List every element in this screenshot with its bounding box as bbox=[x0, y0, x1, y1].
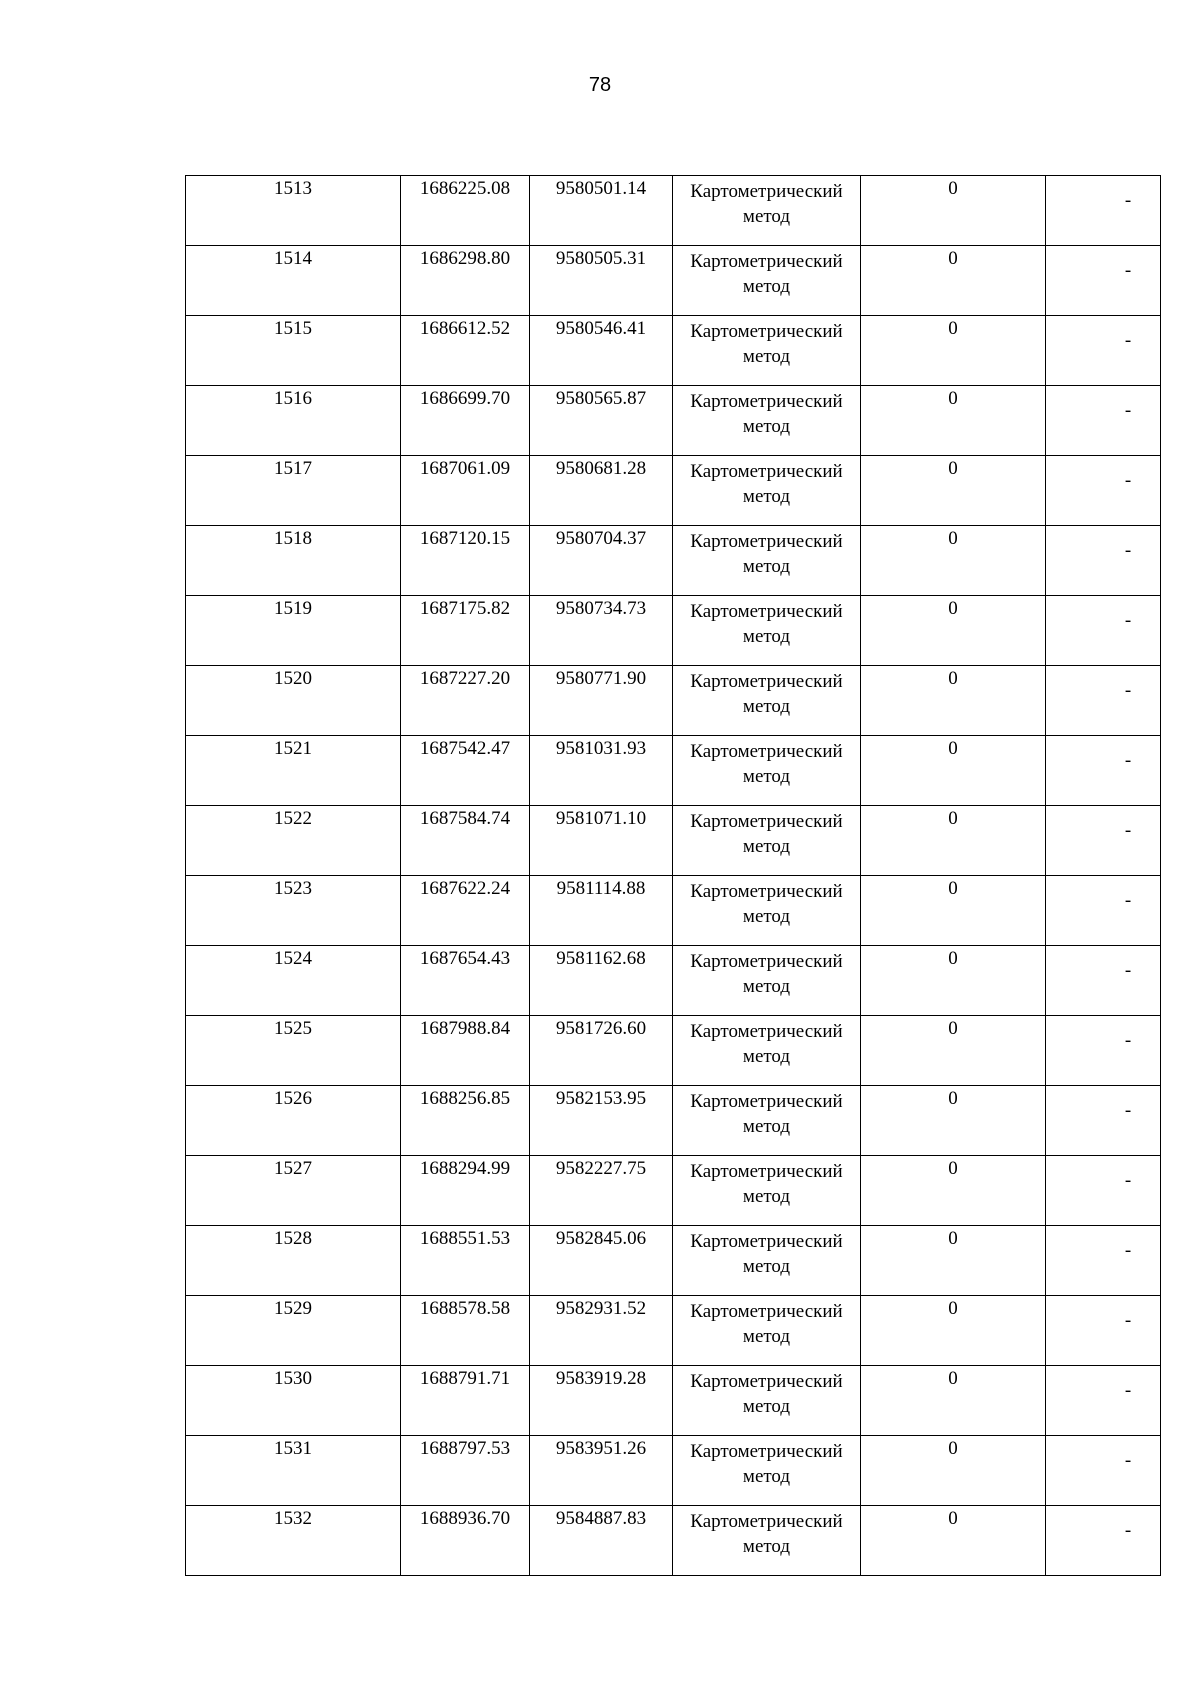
point-number-cell bbox=[186, 1156, 401, 1226]
method-line1-text: Картометрический bbox=[690, 321, 843, 342]
x-coordinate-cell bbox=[401, 1296, 530, 1366]
point-number-cell bbox=[186, 1506, 401, 1576]
note-text: - bbox=[1124, 1100, 1132, 1121]
table-row bbox=[186, 246, 1161, 316]
y-coordinate-text: 9581031.93 bbox=[555, 738, 647, 759]
point-number-cell bbox=[186, 456, 401, 526]
x-coordinate-cell bbox=[401, 1366, 530, 1436]
note-text: - bbox=[1124, 1240, 1132, 1261]
point-number-text: 1529 bbox=[274, 1298, 312, 1319]
y-coordinate-text: 9581114.88 bbox=[556, 878, 646, 899]
note-cell bbox=[1046, 1156, 1161, 1226]
y-coordinate-cell bbox=[530, 806, 673, 876]
x-coordinate-text: 1688797.53 bbox=[419, 1438, 511, 1459]
method-line1-text: Картометрический bbox=[690, 741, 843, 762]
note-cell bbox=[1046, 1296, 1161, 1366]
table-row bbox=[186, 1436, 1161, 1506]
method-line1-text: Картометрический bbox=[690, 1161, 843, 1182]
x-coordinate-cell bbox=[401, 876, 530, 946]
y-coordinate-cell bbox=[530, 1226, 673, 1296]
method-line1-text: Картометрический bbox=[690, 391, 843, 412]
method-line2-text: метод bbox=[742, 1396, 791, 1417]
error-value-text: 0 bbox=[948, 248, 958, 269]
error-value-text: 0 bbox=[948, 948, 958, 969]
x-coordinate-cell bbox=[401, 666, 530, 736]
method-cell bbox=[673, 1436, 861, 1506]
point-number-cell bbox=[186, 1086, 401, 1156]
method-line1-text: Картометрический bbox=[690, 1021, 843, 1042]
error-value-cell bbox=[861, 1086, 1046, 1156]
table-row bbox=[186, 526, 1161, 596]
x-coordinate-text: 1687175.82 bbox=[419, 598, 511, 619]
y-coordinate-cell bbox=[530, 456, 673, 526]
method-line2-text: метод bbox=[742, 276, 791, 297]
note-cell bbox=[1046, 666, 1161, 736]
method-line1-text: Картометрический bbox=[690, 251, 843, 272]
method-line2-text: метод bbox=[742, 1256, 791, 1277]
y-coordinate-text: 9582153.95 bbox=[555, 1088, 647, 1109]
table-row bbox=[186, 1506, 1161, 1576]
method-line1-text: Картометрический bbox=[690, 1091, 843, 1112]
point-number-cell bbox=[186, 806, 401, 876]
point-number-cell bbox=[186, 666, 401, 736]
note-text: - bbox=[1124, 1170, 1132, 1191]
method-line2-text: метод bbox=[742, 206, 791, 227]
x-coordinate-cell bbox=[401, 526, 530, 596]
table-row bbox=[186, 1296, 1161, 1366]
error-value-cell bbox=[861, 1016, 1046, 1086]
method-cell bbox=[673, 1156, 861, 1226]
x-coordinate-text: 1686612.52 bbox=[419, 318, 511, 339]
error-value-cell bbox=[861, 1156, 1046, 1226]
note-text: - bbox=[1124, 260, 1132, 281]
error-value-text: 0 bbox=[948, 1438, 958, 1459]
table-row bbox=[186, 456, 1161, 526]
point-number-text: 1516 bbox=[274, 388, 312, 409]
note-text: - bbox=[1124, 1310, 1132, 1331]
method-cell bbox=[673, 736, 861, 806]
point-number-cell bbox=[186, 736, 401, 806]
x-coordinate-cell bbox=[401, 1156, 530, 1226]
x-coordinate-text: 1686298.80 bbox=[419, 248, 511, 269]
y-coordinate-text: 9582845.06 bbox=[555, 1228, 647, 1249]
error-value-cell bbox=[861, 246, 1046, 316]
method-line2-text: метод bbox=[742, 696, 791, 717]
point-number-text: 1517 bbox=[274, 458, 312, 479]
table-row bbox=[186, 1156, 1161, 1226]
table-row bbox=[186, 1016, 1161, 1086]
method-line1-text: Картометрический bbox=[690, 671, 843, 692]
note-text: - bbox=[1124, 960, 1132, 981]
error-value-cell bbox=[861, 666, 1046, 736]
error-value-text: 0 bbox=[948, 1368, 958, 1389]
error-value-cell bbox=[861, 316, 1046, 386]
error-value-cell bbox=[861, 526, 1046, 596]
method-cell bbox=[673, 1016, 861, 1086]
method-cell bbox=[673, 946, 861, 1016]
table-row bbox=[186, 176, 1161, 246]
table-row bbox=[186, 666, 1161, 736]
note-cell bbox=[1046, 1226, 1161, 1296]
table-row bbox=[186, 1226, 1161, 1296]
x-coordinate-text: 1688551.53 bbox=[419, 1228, 511, 1249]
x-coordinate-cell bbox=[401, 946, 530, 1016]
y-coordinate-cell bbox=[530, 946, 673, 1016]
point-number-cell bbox=[186, 596, 401, 666]
note-cell bbox=[1046, 176, 1161, 246]
x-coordinate-cell bbox=[401, 316, 530, 386]
note-text: - bbox=[1124, 1380, 1132, 1401]
x-coordinate-cell bbox=[401, 1086, 530, 1156]
x-coordinate-text: 1688791.71 bbox=[419, 1368, 511, 1389]
error-value-text: 0 bbox=[948, 1018, 958, 1039]
x-coordinate-cell bbox=[401, 456, 530, 526]
method-line2-text: метод bbox=[742, 1466, 791, 1487]
method-line2-text: метод bbox=[742, 976, 791, 997]
error-value-cell bbox=[861, 806, 1046, 876]
point-number-text: 1514 bbox=[274, 248, 312, 269]
error-value-cell bbox=[861, 1506, 1046, 1576]
method-line2-text: метод bbox=[742, 486, 791, 507]
method-line1-text: Картометрический bbox=[690, 1231, 843, 1252]
method-cell bbox=[673, 596, 861, 666]
x-coordinate-cell bbox=[401, 246, 530, 316]
table-row bbox=[186, 736, 1161, 806]
point-number-text: 1528 bbox=[274, 1228, 312, 1249]
point-number-text: 1523 bbox=[274, 878, 312, 899]
method-line2-text: метод bbox=[742, 556, 791, 577]
note-cell bbox=[1046, 1436, 1161, 1506]
y-coordinate-text: 9583951.26 bbox=[555, 1438, 647, 1459]
error-value-text: 0 bbox=[948, 738, 958, 759]
note-cell bbox=[1046, 246, 1161, 316]
error-value-cell bbox=[861, 386, 1046, 456]
table-row bbox=[186, 1366, 1161, 1436]
x-coordinate-cell bbox=[401, 1436, 530, 1506]
y-coordinate-cell bbox=[530, 1086, 673, 1156]
method-cell bbox=[673, 526, 861, 596]
x-coordinate-cell bbox=[401, 806, 530, 876]
method-line1-text: Картометрический bbox=[690, 601, 843, 622]
point-number-text: 1515 bbox=[274, 318, 312, 339]
point-number-text: 1518 bbox=[274, 528, 312, 549]
note-text: - bbox=[1124, 540, 1132, 561]
y-coordinate-cell bbox=[530, 1506, 673, 1576]
y-coordinate-text: 9581726.60 bbox=[555, 1018, 647, 1039]
x-coordinate-text: 1687061.09 bbox=[419, 458, 511, 479]
y-coordinate-cell bbox=[530, 1296, 673, 1366]
method-line1-text: Картометрический bbox=[690, 181, 843, 202]
note-cell bbox=[1046, 946, 1161, 1016]
method-cell bbox=[673, 316, 861, 386]
method-cell bbox=[673, 876, 861, 946]
point-number-cell bbox=[186, 526, 401, 596]
coordinates-table bbox=[185, 175, 1161, 1576]
note-cell bbox=[1046, 316, 1161, 386]
y-coordinate-text: 9582931.52 bbox=[555, 1298, 647, 1319]
x-coordinate-text: 1688936.70 bbox=[419, 1508, 511, 1529]
note-cell bbox=[1046, 1506, 1161, 1576]
error-value-text: 0 bbox=[948, 598, 958, 619]
method-line1-text: Картометрический bbox=[690, 811, 843, 832]
error-value-text: 0 bbox=[948, 878, 958, 899]
y-coordinate-cell bbox=[530, 876, 673, 946]
method-cell bbox=[673, 1226, 861, 1296]
method-cell bbox=[673, 1296, 861, 1366]
y-coordinate-text: 9582227.75 bbox=[555, 1158, 647, 1179]
y-coordinate-cell bbox=[530, 526, 673, 596]
method-line2-text: метод bbox=[742, 416, 791, 437]
point-number-cell bbox=[186, 176, 401, 246]
point-number-text: 1526 bbox=[274, 1088, 312, 1109]
x-coordinate-text: 1687654.43 bbox=[419, 948, 511, 969]
error-value-text: 0 bbox=[948, 528, 958, 549]
error-value-text: 0 bbox=[948, 178, 958, 199]
note-text: - bbox=[1124, 190, 1132, 211]
error-value-text: 0 bbox=[948, 808, 958, 829]
method-cell bbox=[673, 456, 861, 526]
point-number-cell bbox=[186, 246, 401, 316]
error-value-text: 0 bbox=[948, 668, 958, 689]
x-coordinate-cell bbox=[401, 176, 530, 246]
error-value-text: 0 bbox=[948, 1158, 958, 1179]
y-coordinate-text: 9583919.28 bbox=[555, 1368, 647, 1389]
note-text: - bbox=[1124, 890, 1132, 911]
error-value-cell bbox=[861, 1436, 1046, 1506]
method-line2-text: метод bbox=[742, 1046, 791, 1067]
note-text: - bbox=[1124, 820, 1132, 841]
method-line1-text: Картометрический bbox=[690, 461, 843, 482]
note-text: - bbox=[1124, 1450, 1132, 1471]
error-value-text: 0 bbox=[948, 388, 958, 409]
y-coordinate-text: 9580681.28 bbox=[555, 458, 647, 479]
x-coordinate-text: 1686225.08 bbox=[419, 178, 511, 199]
method-cell bbox=[673, 176, 861, 246]
point-number-text: 1531 bbox=[274, 1438, 312, 1459]
error-value-cell bbox=[861, 456, 1046, 526]
table-row bbox=[186, 876, 1161, 946]
error-value-text: 0 bbox=[948, 1228, 958, 1249]
x-coordinate-text: 1686699.70 bbox=[419, 388, 511, 409]
note-cell bbox=[1046, 1016, 1161, 1086]
y-coordinate-cell bbox=[530, 666, 673, 736]
error-value-cell bbox=[861, 876, 1046, 946]
method-line1-text: Картометрический bbox=[690, 1301, 843, 1322]
y-coordinate-cell bbox=[530, 176, 673, 246]
point-number-text: 1527 bbox=[274, 1158, 312, 1179]
method-line2-text: метод bbox=[742, 1116, 791, 1137]
y-coordinate-text: 9580734.73 bbox=[555, 598, 647, 619]
y-coordinate-cell bbox=[530, 1366, 673, 1436]
method-cell bbox=[673, 1366, 861, 1436]
table-row bbox=[186, 316, 1161, 386]
point-number-text: 1532 bbox=[274, 1508, 312, 1529]
point-number-text: 1524 bbox=[274, 948, 312, 969]
method-cell bbox=[673, 1506, 861, 1576]
method-line2-text: метод bbox=[742, 1326, 791, 1347]
x-coordinate-text: 1687120.15 bbox=[419, 528, 511, 549]
note-cell bbox=[1046, 876, 1161, 946]
coordinates-table-body bbox=[186, 176, 1161, 1576]
x-coordinate-cell bbox=[401, 1506, 530, 1576]
method-line2-text: метод bbox=[742, 346, 791, 367]
method-line1-text: Картометрический bbox=[690, 951, 843, 972]
note-cell bbox=[1046, 526, 1161, 596]
error-value-cell bbox=[861, 176, 1046, 246]
point-number-cell bbox=[186, 946, 401, 1016]
page-number: 78 bbox=[588, 74, 612, 96]
note-cell bbox=[1046, 386, 1161, 456]
y-coordinate-cell bbox=[530, 386, 673, 456]
note-cell bbox=[1046, 1086, 1161, 1156]
point-number-cell bbox=[186, 1436, 401, 1506]
point-number-text: 1521 bbox=[274, 738, 312, 759]
error-value-cell bbox=[861, 736, 1046, 806]
y-coordinate-text: 9580546.41 bbox=[555, 318, 647, 339]
x-coordinate-text: 1687542.47 bbox=[419, 738, 511, 759]
error-value-cell bbox=[861, 1296, 1046, 1366]
method-cell bbox=[673, 806, 861, 876]
point-number-cell bbox=[186, 1226, 401, 1296]
table-row bbox=[186, 806, 1161, 876]
point-number-text: 1525 bbox=[274, 1018, 312, 1039]
method-line1-text: Картометрический bbox=[690, 531, 843, 552]
y-coordinate-cell bbox=[530, 596, 673, 666]
note-text: - bbox=[1124, 610, 1132, 631]
note-text: - bbox=[1124, 680, 1132, 701]
method-line2-text: метод bbox=[742, 1186, 791, 1207]
point-number-cell bbox=[186, 386, 401, 456]
table-row bbox=[186, 946, 1161, 1016]
error-value-text: 0 bbox=[948, 318, 958, 339]
method-cell bbox=[673, 386, 861, 456]
error-value-text: 0 bbox=[948, 1298, 958, 1319]
y-coordinate-text: 9580505.31 bbox=[555, 248, 647, 269]
method-line1-text: Картометрический bbox=[690, 1371, 843, 1392]
note-cell bbox=[1046, 456, 1161, 526]
error-value-text: 0 bbox=[948, 1508, 958, 1529]
y-coordinate-cell bbox=[530, 316, 673, 386]
table-row bbox=[186, 386, 1161, 456]
y-coordinate-cell bbox=[530, 1156, 673, 1226]
method-cell bbox=[673, 666, 861, 736]
method-cell bbox=[673, 1086, 861, 1156]
error-value-cell bbox=[861, 946, 1046, 1016]
y-coordinate-cell bbox=[530, 736, 673, 806]
error-value-text: 0 bbox=[948, 1088, 958, 1109]
y-coordinate-text: 9580501.14 bbox=[555, 178, 647, 199]
method-line2-text: метод bbox=[742, 766, 791, 787]
note-cell bbox=[1046, 806, 1161, 876]
point-number-text: 1520 bbox=[274, 668, 312, 689]
note-cell bbox=[1046, 1366, 1161, 1436]
x-coordinate-text: 1687988.84 bbox=[419, 1018, 511, 1039]
y-coordinate-text: 9580704.37 bbox=[555, 528, 647, 549]
error-value-text: 0 bbox=[948, 458, 958, 479]
x-coordinate-text: 1688256.85 bbox=[419, 1088, 511, 1109]
table-row bbox=[186, 1086, 1161, 1156]
point-number-cell bbox=[186, 1366, 401, 1436]
y-coordinate-text: 9584887.83 bbox=[555, 1508, 647, 1529]
point-number-cell bbox=[186, 876, 401, 946]
point-number-text: 1522 bbox=[274, 808, 312, 829]
error-value-cell bbox=[861, 1366, 1046, 1436]
point-number-cell bbox=[186, 316, 401, 386]
y-coordinate-text: 9581071.10 bbox=[555, 808, 647, 829]
table-row bbox=[186, 596, 1161, 666]
x-coordinate-cell bbox=[401, 596, 530, 666]
method-line1-text: Картометрический bbox=[690, 1441, 843, 1462]
method-cell bbox=[673, 246, 861, 316]
x-coordinate-text: 1687622.24 bbox=[419, 878, 511, 899]
point-number-cell bbox=[186, 1296, 401, 1366]
note-text: - bbox=[1124, 1520, 1132, 1541]
method-line1-text: Картометрический bbox=[690, 881, 843, 902]
x-coordinate-cell bbox=[401, 1016, 530, 1086]
note-text: - bbox=[1124, 750, 1132, 771]
note-text: - bbox=[1124, 1030, 1132, 1051]
method-line2-text: метод bbox=[742, 906, 791, 927]
x-coordinate-text: 1688578.58 bbox=[419, 1298, 511, 1319]
x-coordinate-text: 1688294.99 bbox=[419, 1158, 511, 1179]
point-number-cell bbox=[186, 1016, 401, 1086]
x-coordinate-text: 1687227.20 bbox=[419, 668, 511, 689]
y-coordinate-text: 9580771.90 bbox=[555, 668, 647, 689]
error-value-cell bbox=[861, 1226, 1046, 1296]
method-line2-text: метод bbox=[742, 836, 791, 857]
method-line2-text: метод bbox=[742, 626, 791, 647]
point-number-text: 1519 bbox=[274, 598, 312, 619]
x-coordinate-cell bbox=[401, 736, 530, 806]
error-value-cell bbox=[861, 596, 1046, 666]
note-text: - bbox=[1124, 470, 1132, 491]
method-line2-text: метод bbox=[742, 1536, 791, 1557]
point-number-text: 1530 bbox=[274, 1368, 312, 1389]
note-cell bbox=[1046, 736, 1161, 806]
x-coordinate-text: 1687584.74 bbox=[419, 808, 511, 829]
y-coordinate-text: 9581162.68 bbox=[556, 948, 646, 969]
point-number-text: 1513 bbox=[274, 178, 312, 199]
note-text: - bbox=[1124, 400, 1132, 421]
y-coordinate-text: 9580565.87 bbox=[555, 388, 647, 409]
method-line1-text: Картометрический bbox=[690, 1511, 843, 1532]
note-cell bbox=[1046, 596, 1161, 666]
x-coordinate-cell bbox=[401, 386, 530, 456]
y-coordinate-cell bbox=[530, 1016, 673, 1086]
note-text: - bbox=[1124, 330, 1132, 351]
y-coordinate-cell bbox=[530, 1436, 673, 1506]
y-coordinate-cell bbox=[530, 246, 673, 316]
x-coordinate-cell bbox=[401, 1226, 530, 1296]
